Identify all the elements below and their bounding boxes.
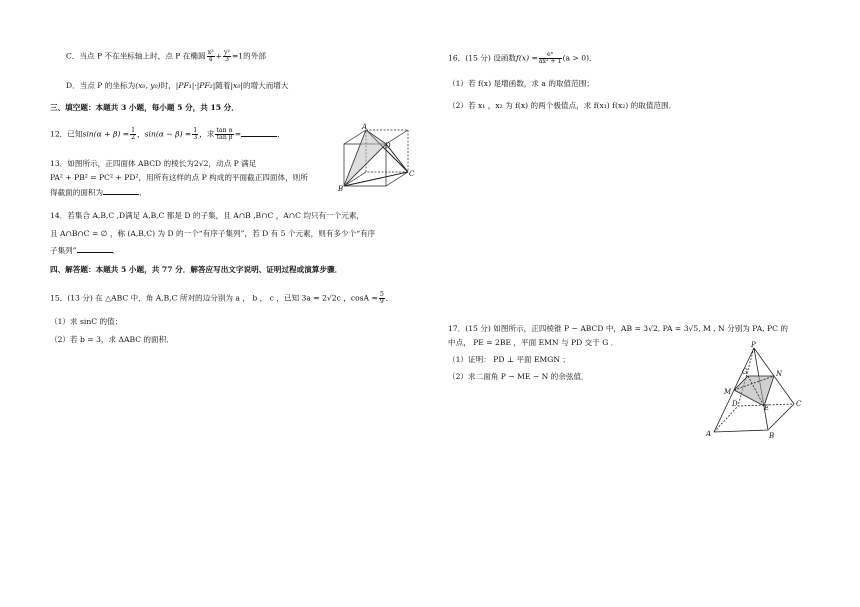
label-a: A <box>362 123 368 131</box>
question-13-line1: 13．如图所示，正四面体 ABCD 的棱长为2√2，动点 P 满足 <box>50 159 257 168</box>
question-17-part2: （2）求二面角 P − ME − N 的余弦值． <box>448 372 589 381</box>
question-14-line2: 且 A∩B∩C = ∅ ，称 (A,B,C) 为 D 的一个“有序子集列”，若 D 有 5 个元素，则有多少个“有序 <box>50 229 376 238</box>
label-p: P <box>751 341 756 349</box>
option-c: C．当点 P 不在坐标轴上时，点 P 在椭圆 $\frac{\text{x²}}{4}$ + $\frac{\text{y²}}{3}$ =1的外部 <box>66 49 266 64</box>
question-13-line2: PA² + PB² = PC² + PD²，用所有这样的点 P 构成的平面截正四面体，则所 <box>50 173 308 182</box>
label-a: A <box>706 430 712 438</box>
answer-blank <box>241 130 277 137</box>
section-heading-fill-blank: 三、填空题：本题共 3 小题，每小题 5 分，共 15 分． <box>50 103 239 112</box>
question-16: 16．(15 分) 设函数f(x) = $\frac{\text{eˣ}}{\text{ax² + 1}}$ (a > 0)． <box>448 51 597 66</box>
question-17-line1: 17．(15 分) 如图所示，正四棱锥 P − ABCD 中，AB = 3√2, PA = 3√5, M , N 分别为 PA, PC 的 <box>448 324 788 333</box>
question-16-part2: （2）若 x₁ ，x₂ 为 f(x) 的两个极值点，求 f(x₁) f(x₂) 的取值范围． <box>448 101 677 110</box>
section-heading-solutions: 四、解答题：本题共 5 小题，共 77 分．解答应写出文字说明、证明过程或演算步骤． <box>50 265 343 274</box>
option-d: D．当点 P 的坐标为(x₀, y₀)时，|PF₁|·|PF₂|随着|x₀|的增大而增大 <box>66 81 289 90</box>
question-13-line3: 得截面的面积为 ． <box>50 188 147 197</box>
label-d: D <box>385 142 391 150</box>
label-c: C <box>796 400 802 408</box>
question-15-part1: （1）求 sinC 的值； <box>50 317 123 326</box>
question-12: 12．已知sin(α + β) = $\frac{1}{2}$ ，sin(α − β) = $\frac{1}{3}$ ，求 $\frac{\text{tan α}}{\text{tan β}}$ = ． <box>50 127 285 142</box>
figure-tetrahedron-cube <box>338 123 418 196</box>
label-b: B <box>338 185 344 193</box>
answer-blank <box>77 246 113 253</box>
label-e: E <box>764 404 770 412</box>
label-d: D <box>732 400 738 408</box>
question-15: 15．(13 分) 在 △ABC 中，角 A,B,C 所对的边分别为 a ， b ， c ，已知 3a = 2√2c ，cosA = $\frac{5}{9}$ ． <box>50 291 394 306</box>
label-c: C <box>409 170 415 178</box>
figure-square-pyramid <box>706 341 816 440</box>
fraction: $\frac{\text{x²}}{4}$ <box>207 49 214 64</box>
label-m: M <box>724 388 732 396</box>
question-17-line2: 中点， PE = 2BE ，平面 EMN 与 PD 交于 G ． <box>448 338 619 347</box>
question-14-line1: 14．若集合 A,B,C ,D满足 A,B,C 都是 D 的子集，且 A∩B ,B∩C ，A∩C 均只有一个元素， <box>50 211 365 220</box>
answer-blank <box>103 188 139 195</box>
question-15-part2: （2）若 b = 3，求 ΔABC 的面积． <box>50 335 174 344</box>
label-b: B <box>769 432 775 440</box>
question-14-line3: 子集列” ． <box>50 246 121 255</box>
label-n: N <box>776 370 783 378</box>
question-16-part1: （1）若 f(x) 是增函数，求 a 的取值范围； <box>448 79 594 88</box>
fraction: $\frac{\text{y²}}{3}$ <box>223 49 230 64</box>
label-g: G <box>742 368 748 376</box>
question-17-part1: （1）证明： PD ⊥ 平面 EMGN ； <box>448 355 571 364</box>
